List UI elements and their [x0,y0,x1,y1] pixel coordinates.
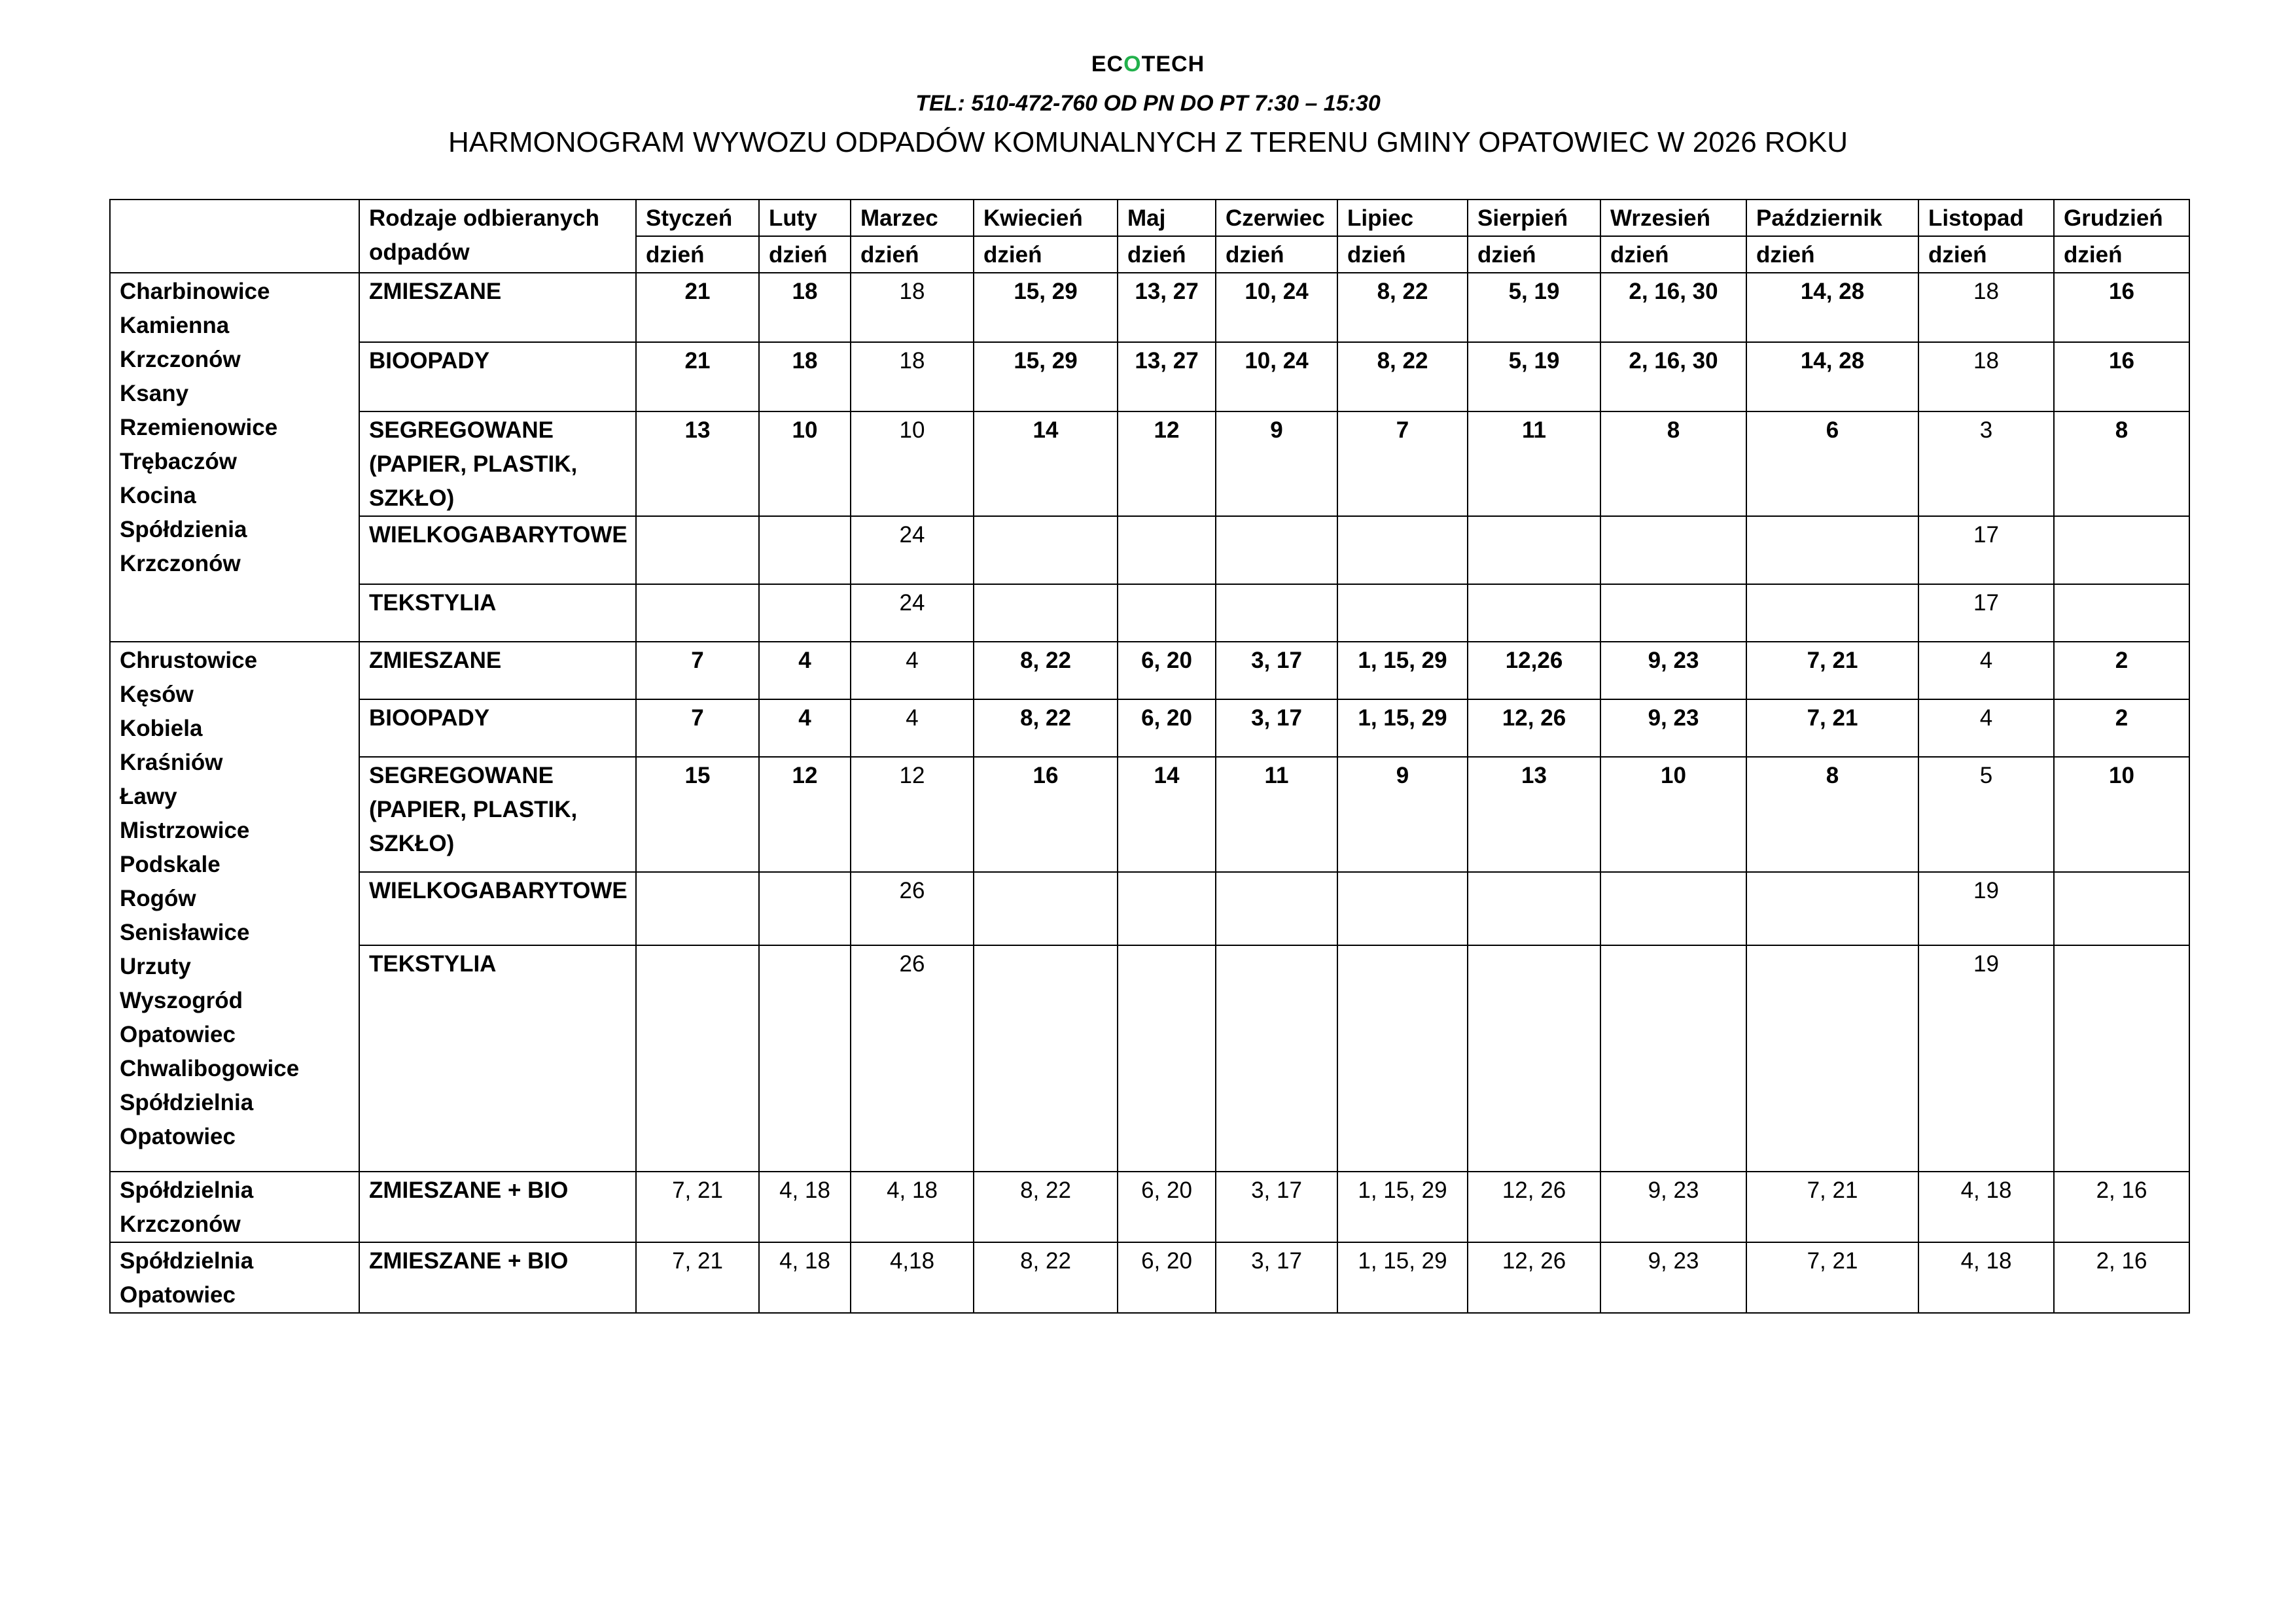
day-cell: 9 [1216,411,1337,516]
waste-type-cell: WIELKOGABARYTOWE [359,872,636,945]
day-cell: 14 [1118,757,1216,872]
day-cell: 21 [636,273,759,342]
day-label: dzień [1337,236,1468,273]
table-row [110,945,2189,1172]
day-cell: 26 [851,945,974,1172]
day-cell: 8 [1600,411,1746,516]
day-cell: 12, 26 [1468,1172,1600,1242]
day-label: dzień [1746,236,1918,273]
brand-text-end: TECH [1141,52,1205,77]
day-cell: 12,26 [1468,642,1600,699]
day-cell: 1, 15, 29 [1337,699,1468,757]
day-cell [2054,945,2189,1172]
day-cell: 16 [2054,342,2189,411]
waste-type-header: Rodzaje odbieranych odpadów [359,200,636,273]
day-cell: 12, 26 [1468,699,1600,757]
day-cell: 7, 21 [1746,1172,1918,1242]
day-label: dzień [759,236,851,273]
waste-type-cell: ZMIESZANE [359,273,636,342]
day-cell: 7 [636,699,759,757]
day-cell [1118,872,1216,945]
day-cell: 7, 21 [1746,699,1918,757]
waste-type-cell: BIOOPADY [359,342,636,411]
day-cell [974,516,1118,584]
day-cell: 6, 20 [1118,699,1216,757]
day-cell [1746,872,1918,945]
location-cell: Charbinowice Kamienna Krzczonów Ksany Rzemienowice Trębaczów Kocina Spółdzienia Krzczonów [110,273,359,642]
month-header: Sierpień [1468,200,1600,236]
day-cell: 18 [759,273,851,342]
day-cell: 6, 20 [1118,1172,1216,1242]
day-cell: 10 [851,411,974,516]
day-cell: 24 [851,516,974,584]
day-cell: 18 [1918,342,2054,411]
table-row [110,584,2189,642]
day-cell: 3, 17 [1216,642,1337,699]
day-cell: 5, 19 [1468,342,1600,411]
day-cell: 14 [974,411,1118,516]
day-cell: 4 [851,699,974,757]
day-cell: 3, 17 [1216,1242,1337,1313]
day-cell: 10 [1600,757,1746,872]
day-cell [1746,516,1918,584]
day-cell [636,516,759,584]
day-cell [1600,516,1746,584]
day-cell: 4 [759,642,851,699]
day-cell: 4, 18 [759,1242,851,1313]
day-cell: 6, 20 [1118,1242,1216,1313]
table-row [110,872,2189,945]
day-cell: 11 [1216,757,1337,872]
day-cell [2054,516,2189,584]
brand-logo [0,47,2296,81]
waste-type-cell: SEGREGOWANE (PAPIER, PLASTIK, SZKŁO) [359,757,636,872]
table-row [110,699,2189,757]
table-row [110,1172,2189,1242]
day-cell: 18 [759,342,851,411]
day-cell: 8, 22 [974,1242,1118,1313]
day-cell: 15, 29 [974,273,1118,342]
day-cell: 4, 18 [1918,1242,2054,1313]
day-cell: 2, 16, 30 [1600,273,1746,342]
day-cell: 7, 21 [1746,1242,1918,1313]
day-cell: 19 [1918,945,2054,1172]
day-cell [1746,584,1918,642]
day-cell [1468,945,1600,1172]
day-cell [1337,584,1468,642]
month-header: Lipiec [1337,200,1468,236]
day-cell: 3, 17 [1216,1172,1337,1242]
day-cell: 14, 28 [1746,273,1918,342]
day-cell [1118,516,1216,584]
day-cell [1118,584,1216,642]
day-cell: 17 [1918,584,2054,642]
day-cell [1337,872,1468,945]
waste-type-cell: SEGREGOWANE (PAPIER, PLASTIK, SZKŁO) [359,411,636,516]
day-cell: 16 [974,757,1118,872]
day-cell: 6, 20 [1118,642,1216,699]
phone-line: TEL: 510-472-760 OD PN DO PT 7:30 – 15:30 [915,91,1381,116]
day-cell: 7 [636,642,759,699]
day-cell: 7 [1337,411,1468,516]
day-cell [1337,516,1468,584]
month-header: Luty [759,200,851,236]
day-cell: 2, 16 [2054,1242,2189,1313]
day-cell: 7, 21 [636,1172,759,1242]
month-header-row [110,200,2189,236]
day-label: dzień [851,236,974,273]
day-cell: 18 [1918,273,2054,342]
day-cell [636,945,759,1172]
day-cell: 3 [1918,411,2054,516]
day-cell: 26 [851,872,974,945]
day-cell [974,945,1118,1172]
waste-type-cell: ZMIESZANE [359,642,636,699]
day-cell: 9 [1337,757,1468,872]
day-cell: 21 [636,342,759,411]
day-cell: 8 [2054,411,2189,516]
day-cell: 9, 23 [1600,699,1746,757]
day-cell: 13 [636,411,759,516]
brand-text-start: EC [1091,52,1124,77]
day-cell: 13, 27 [1118,342,1216,411]
month-header: Wrzesień [1600,200,1746,236]
day-cell: 12 [851,757,974,872]
location-cell: Chrustowice Kęsów Kobiela Kraśniów Ławy Mistrzowice Podskale Rogów Senisławice Urzuty Wyszogród Opatowiec Chwalibogowice Spółdzielnia Opatowiec [110,642,359,1172]
day-label: dzień [636,236,759,273]
day-cell [2054,584,2189,642]
day-cell: 10 [759,411,851,516]
corner-cell [110,200,359,273]
day-cell [1216,872,1337,945]
day-cell: 4 [1918,642,2054,699]
table-row [110,642,2189,699]
day-cell: 9, 23 [1600,1172,1746,1242]
waste-type-cell: BIOOPADY [359,699,636,757]
day-cell: 17 [1918,516,2054,584]
day-label: dzień [1600,236,1746,273]
waste-type-cell: TEKSTYLIA [359,945,636,1172]
day-cell: 8, 22 [974,642,1118,699]
month-header: Grudzień [2054,200,2189,236]
schedule-table [109,199,2190,1314]
waste-type-cell: ZMIESZANE + BIO [359,1242,636,1313]
day-cell [1118,945,1216,1172]
day-cell: 14, 28 [1746,342,1918,411]
day-cell: 11 [1468,411,1600,516]
day-cell [1746,945,1918,1172]
day-label: dzień [2054,236,2189,273]
day-cell: 18 [851,273,974,342]
day-cell [759,516,851,584]
day-cell [1600,584,1746,642]
day-cell: 4 [1918,699,2054,757]
table-row [110,273,2189,342]
page-title: HARMONOGRAM WYWOZU ODPADÓW KOMUNALNYCH Z TERENU GMINY OPATOWIEC W 2026 ROKU [448,126,1848,158]
day-cell: 1, 15, 29 [1337,642,1468,699]
day-cell: 8 [1746,757,1918,872]
month-header: Październik [1746,200,1918,236]
day-cell: 7, 21 [1746,642,1918,699]
table-row [110,342,2189,411]
day-cell: 10 [2054,757,2189,872]
day-cell: 8, 22 [1337,273,1468,342]
location-cell: Spółdzielnia Krzczonów [110,1172,359,1242]
day-cell: 19 [1918,872,2054,945]
day-label: dzień [974,236,1118,273]
day-cell: 24 [851,584,974,642]
day-cell [1600,872,1746,945]
day-cell: 2 [2054,699,2189,757]
table-row [110,757,2189,872]
month-header: Kwiecień [974,200,1118,236]
day-cell: 10, 24 [1216,273,1337,342]
day-cell: 12 [1118,411,1216,516]
day-cell: 9, 23 [1600,1242,1746,1313]
location-cell: Spółdzielnia Opatowiec [110,1242,359,1313]
day-cell: 4 [851,642,974,699]
day-cell [636,872,759,945]
day-cell: 1, 15, 29 [1337,1242,1468,1313]
day-cell: 4, 18 [1918,1172,2054,1242]
table-row [110,1242,2189,1313]
day-cell [1468,584,1600,642]
day-cell [759,945,851,1172]
day-cell [1468,872,1600,945]
day-cell: 8, 22 [1337,342,1468,411]
month-header: Listopad [1918,200,2054,236]
waste-type-cell: WIELKOGABARYTOWE [359,516,636,584]
day-cell [1337,945,1468,1172]
day-cell: 8, 22 [974,1172,1118,1242]
day-cell: 12 [759,757,851,872]
day-cell [1216,516,1337,584]
day-cell: 4 [759,699,851,757]
day-cell [1216,584,1337,642]
waste-type-cell: TEKSTYLIA [359,584,636,642]
day-cell: 3, 17 [1216,699,1337,757]
day-cell [1600,945,1746,1172]
day-cell: 16 [2054,273,2189,342]
day-cell [759,872,851,945]
table-row [110,411,2189,516]
day-label: dzień [1918,236,2054,273]
day-cell [759,584,851,642]
day-cell: 15 [636,757,759,872]
day-label: dzień [1468,236,1600,273]
waste-type-cell: ZMIESZANE + BIO [359,1172,636,1242]
day-cell: 8, 22 [974,699,1118,757]
day-cell: 4,18 [851,1242,974,1313]
day-cell: 2, 16 [2054,1172,2189,1242]
day-cell: 12, 26 [1468,1242,1600,1313]
day-cell: 5 [1918,757,2054,872]
day-cell: 13 [1468,757,1600,872]
day-cell: 15, 29 [974,342,1118,411]
day-cell: 10, 24 [1216,342,1337,411]
month-header: Czerwiec [1216,200,1337,236]
month-header: Styczeń [636,200,759,236]
day-cell: 13, 27 [1118,273,1216,342]
day-label: dzień [1216,236,1337,273]
day-cell [2054,872,2189,945]
day-cell [974,872,1118,945]
day-cell: 4, 18 [759,1172,851,1242]
month-header: Maj [1118,200,1216,236]
day-cell: 18 [851,342,974,411]
day-cell: 2 [2054,642,2189,699]
brand-text-o: O [1123,52,1142,77]
day-cell: 9, 23 [1600,642,1746,699]
day-cell [636,584,759,642]
day-cell: 1, 15, 29 [1337,1172,1468,1242]
day-cell [1468,516,1600,584]
day-cell [1216,945,1337,1172]
day-cell: 5, 19 [1468,273,1600,342]
month-header: Marzec [851,200,974,236]
day-cell: 2, 16, 30 [1600,342,1746,411]
day-cell: 4, 18 [851,1172,974,1242]
day-label: dzień [1118,236,1216,273]
day-cell: 7, 21 [636,1242,759,1313]
day-cell: 6 [1746,411,1918,516]
day-cell [974,584,1118,642]
table-row [110,516,2189,584]
